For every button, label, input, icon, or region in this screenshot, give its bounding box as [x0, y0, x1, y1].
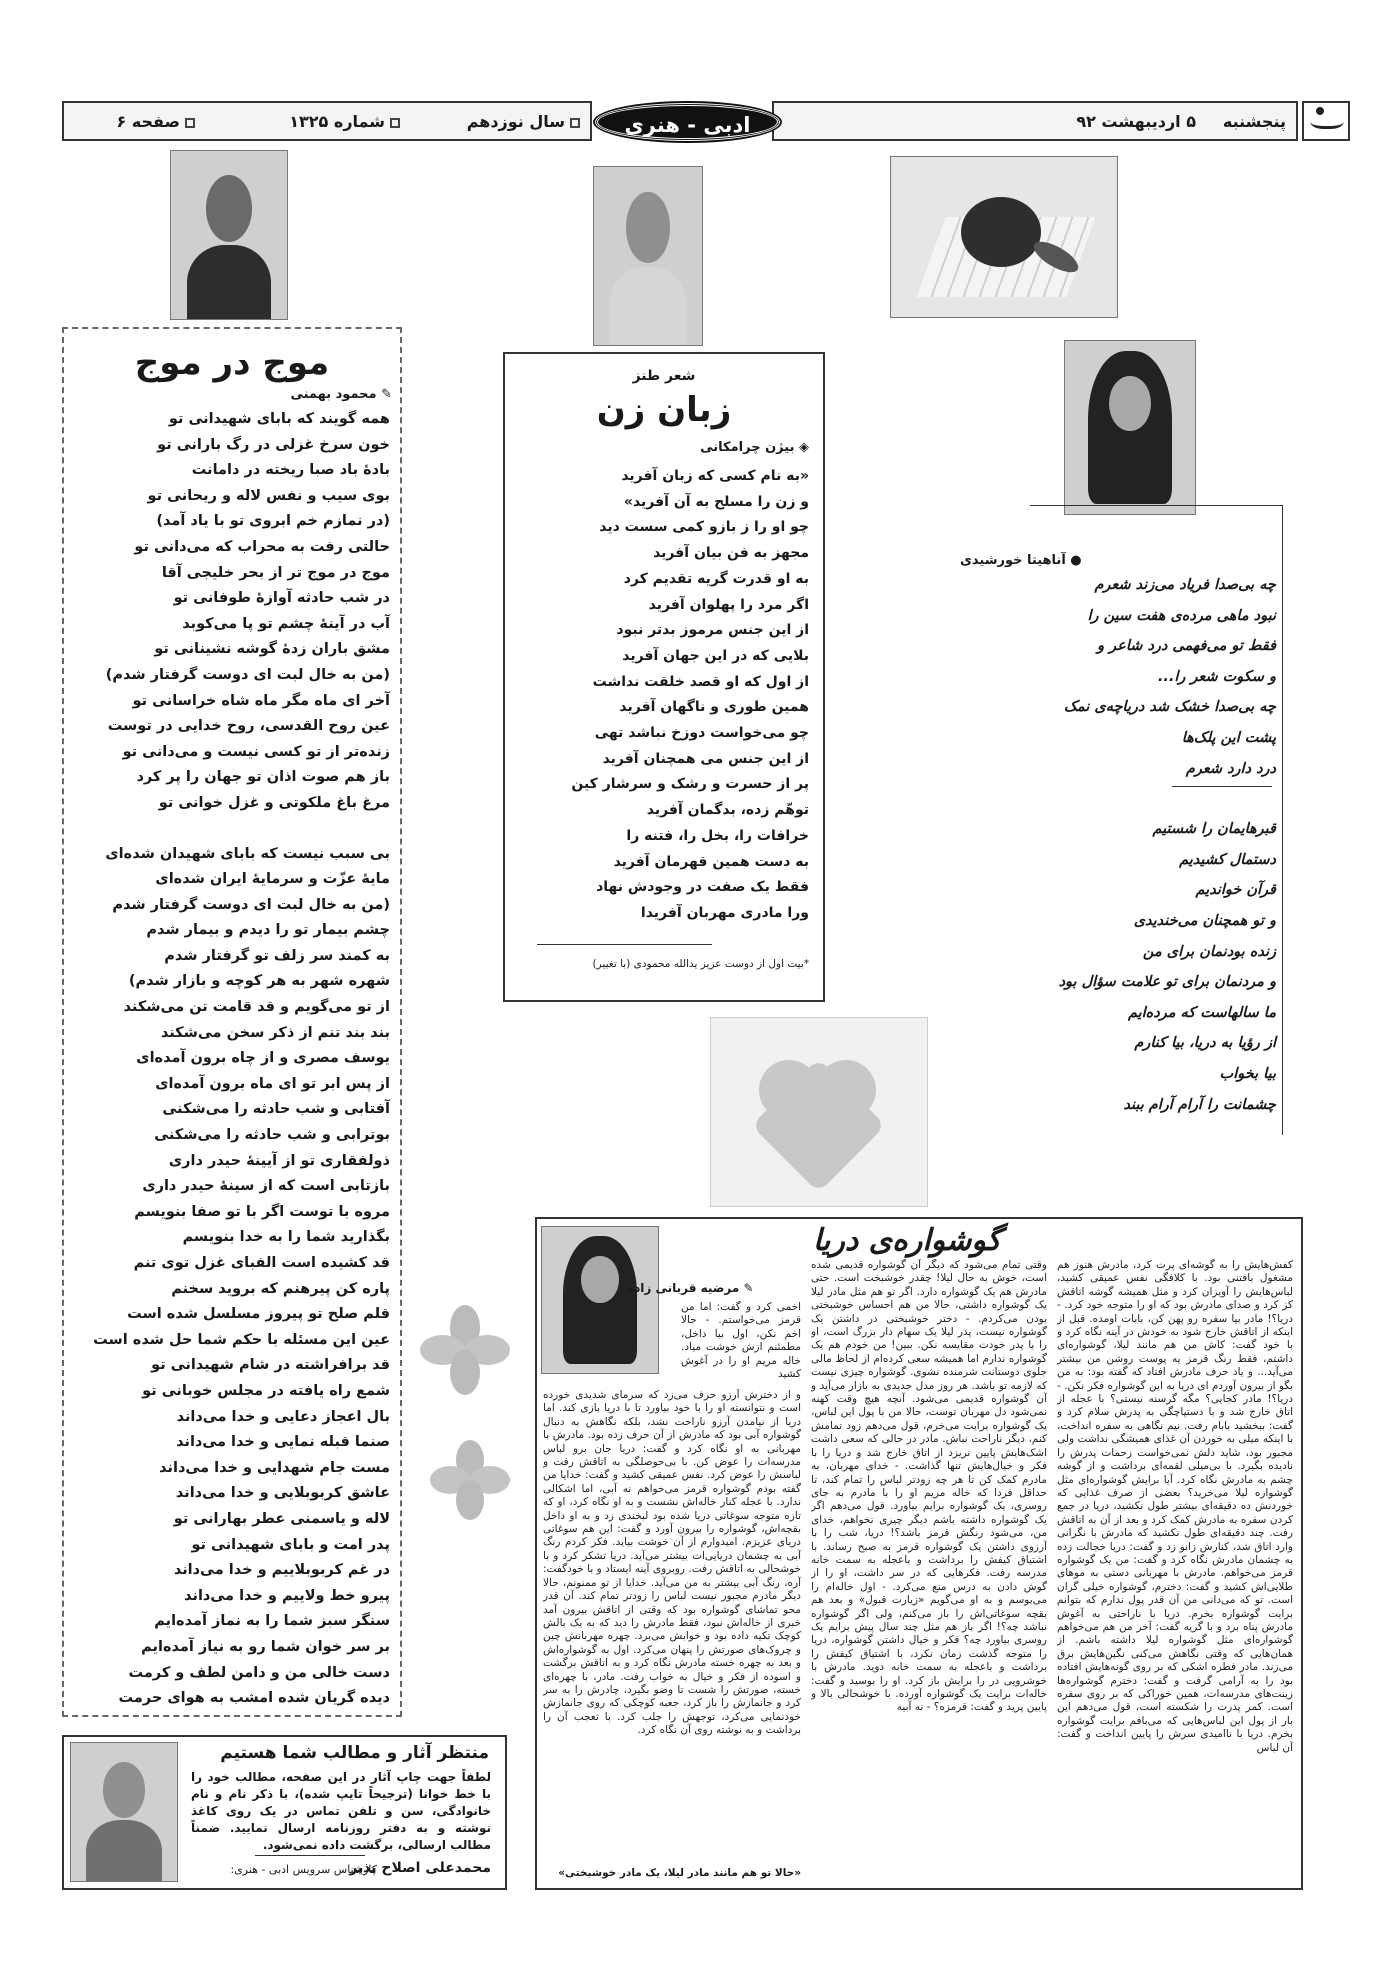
header-year: سال نوزدهم: [467, 112, 580, 131]
poem-line: خون سرخ غزلی در رگ بارانی تو: [157, 436, 390, 453]
satire-line: چو او را ز بازو کمی سست دید: [599, 519, 809, 536]
header-bar-right: [772, 101, 1298, 141]
author-photo-bahmani: [170, 150, 288, 320]
poem-line: دستمال کشیدیم: [1179, 851, 1276, 868]
glass-heart-image: [710, 1017, 928, 1207]
poem-line: بوترابی و شب حادثه را می‌شکنی: [154, 1127, 390, 1144]
poem-line: زنده بودنمان برای من: [1142, 943, 1276, 960]
poem-mowj-dar-mowj: [62, 327, 402, 1717]
satire-line: از این جنس می همچنان آفرید: [602, 750, 809, 767]
poem-line: چه بی‌صدا خشک شد دریاچه‌ی نمک: [1063, 699, 1276, 716]
header-page: صفحه ۶: [116, 112, 195, 131]
pen-icon: ✎: [376, 387, 392, 402]
poem-line: چشم بیمار تو را دیدم و بیمار شدم: [146, 922, 390, 939]
poem-line: در غم کربوبلاییم و خدا می‌داند: [173, 1562, 390, 1579]
poem-line: آفتابی و شب حادثه را می‌شکنی: [162, 1101, 390, 1118]
story-column-2: وقتی تمام می‌شود که دیگر آن گوشواره قدیمی شده است، خوش به حال لیلا! چقدر خوشبخت است. حتی مادرش هم یک گوشواره دارد. اگر تو هم مثل مادر لیلا یک گوشواره داشتی، حالا من هم احساس خوشبختی بودن می‌کردم. - دختر خوشبختی در داشتن یک گوشواره نیست، پدر لیلا یک سهام دار بزرگ است، او را با پدر خودت مقایسه نکن. ببین! من خودم هم یک گوشواره ندارم اما همیشه سعی کرده‌ام از لحاظ مالی جلوی دوستانت شرمنده نشوی. گوشواره چیزی نیست که لازمه تو باشد. هر روز مدل جدیدی به بازار می‌آید و آن گوشواره قدیمی می‌شود. آنچه هیچ وقت کهنه نمی‌شود دل مهربان توست، حالا من با پول این لباس، یک گوشواره برایت می‌خرم، قول می‌دهم زود تمامش کنم، دیگر ناراحت نباش. مادر در حالی که سعی داشت اشک‌هایش پایین نریزد از اتاق خارج شد و دریا را با فکر و خیال‌هایش تنها گذاشت. - خدای مهربان، به مادرم کمک کن تا هر چه زودتر لباس را تمام کند، تا حداقل فردا که خاله مریم او را با مادرم به جای روسری، یک گوشواره برایم بیاورد. قول می‌دهم اگر یک گوشواره داشته باشم دیگر چیزی نخواهم، خدای من، می‌شود رنگش قرمز باشد؟! دریا، شب را با آرزوی داشتن یک گوشواره قرمز به صبح رساند. با اشتیاق کیفش را برداشت و باعجله به سمت خانه مدرسه رفت. فکرهایی که در سر داشت، او را از گوش دادن به درس منع می‌کرد. - اول خاله‌ام را می‌بوسم و به او می‌گویم «زیارت قبول» و بعد هم بقچه سوغاتی‌اش را باز می‌کنم، ولی اگر گوشواره نباشد چه؟! اگر باز هم مثل چند سال پیش برایم یک روسری بیاورد چه؟ فکر و خیال داشتن گوشواره، دریا را متوجه گذشت زمان نکرد، با اشتیاق کیفش را برداشت و باعجله به سمت خانه دوید. مادرش با خوشرویی در را برایش باز کرد. او را بوسید و گفت: خاله‌ات برایت یک گوشواره آورده. با خوشحالی بالا و پایین پرید و گفت: قرمزه؟ - نه آبیه: [811, 1259, 1047, 1714]
poem-line: (در نمازم خم ابروی تو با یاد آمد): [156, 513, 390, 530]
right-poem-lines: [946, 570, 1276, 1120]
header-issue: شماره ۱۳۲۵: [289, 112, 400, 131]
poem-line: شهره شهر به هر کوچه و بازار شدم): [128, 973, 390, 990]
poem-line: عین این مسئله با حکم شما حل شده است: [93, 1331, 390, 1348]
divider: [255, 1855, 365, 1856]
poem-line: مشق باران زدهٔ گوشه نشینانی تو: [154, 641, 390, 658]
poem-line: از رؤیا به دریا، بیا کنارم: [1134, 1035, 1276, 1052]
story-title: گوشواره‌ی دریا: [812, 1223, 1002, 1258]
editor-name: محمدعلی اصلاح پذیر: [349, 1860, 491, 1876]
poem-lines: [70, 407, 390, 1712]
satire-line: خرافات را، بخل را، فتنه را: [626, 827, 809, 844]
poem-line: صنما قبله نمایی و خدا می‌داند: [176, 1434, 390, 1451]
poem-title: موج در موج: [134, 343, 330, 383]
header-bar-left: [62, 101, 592, 141]
satire-kicker: شعر طنز: [632, 368, 696, 384]
poem-line: (من به خال لبت ای دوست گرفتار شدم: [112, 896, 390, 913]
section-title: ادبی - هنری: [595, 103, 780, 141]
poem-line: موج در موج تر از بحر خلیجی آقا: [161, 564, 390, 581]
satire-line: و زن را مسلح به آن آفرید»: [623, 493, 809, 510]
poem-line: آب در آینهٔ چشم تو پا می‌کوبد: [182, 615, 390, 632]
poem-line: پشت این پلک‌ها: [1181, 729, 1276, 746]
flower-decoration-icon: [430, 1440, 510, 1520]
poem-line: قبرهایمان را شستیم: [1152, 821, 1276, 838]
divider: [1282, 505, 1283, 1135]
poem-line: سنگر سبز شما را به نماز آمده‌ایم: [154, 1613, 390, 1630]
story-ending: «حالا تو هم مانند مادر لیلا، یک مادر خوشبختی»: [558, 1867, 801, 1879]
header-day: پنجشنبه: [1222, 112, 1286, 131]
poem-line: دست خالی من و دامن لطف و کرمت: [128, 1664, 390, 1681]
author-photo-khorshidi: [1064, 340, 1196, 515]
satire-line: همین طوری و ناگهان آفرید: [619, 699, 809, 716]
poem-line: یوسف مصری و از چاه برون آمده‌ای: [136, 1050, 390, 1067]
poem-line: زنده‌تر از تو کسی نیست و می‌دانی تو: [122, 743, 390, 760]
poem-line: درد دارد شعرم: [1185, 760, 1276, 777]
poem-line: و تو همچنان می‌خندیدی: [1133, 912, 1276, 929]
masthead-logo: [1302, 101, 1350, 141]
divider: [946, 784, 1276, 802]
poem-line: بوی سیب و نفس لاله و ریحانی تو: [147, 487, 390, 504]
poem-line: مست جام شهدایی و خدا می‌داند: [159, 1459, 390, 1476]
poem-line: بی سبب نیست که بابای شهیدان شده‌ای: [105, 845, 390, 862]
poem-line: بیا بخواب: [1219, 1065, 1276, 1082]
poem-line: چه بی‌صدا فریاد می‌زند شعرم: [1094, 577, 1276, 593]
bullet-square-icon: [185, 118, 195, 128]
satire-author: ◈ بیژن چرامکانی: [700, 440, 809, 455]
poem-line: بادهٔ باد صبا ریخته در دامانت: [191, 462, 390, 479]
poem-author: ✎ محمود بهمنی: [290, 387, 392, 402]
poem-line: مرغ باغ ملکوتی و غزل خوانی تو: [158, 794, 390, 811]
satire-line: «به نام کسی که زبان آفرید: [621, 468, 809, 484]
divider: [537, 944, 712, 945]
poem-line: قلم صلح تو پیروز مسلسل شده است: [127, 1306, 390, 1323]
story-author: ✎ مرضیه قربانی زاده: [627, 1281, 754, 1295]
satire-line: ورا مادری مهربان آفریدا: [640, 904, 809, 921]
poem-line: قد کشیده است الفبای غزل توی تنم: [133, 1255, 390, 1271]
editor-label: کارشناس سرویس ادبی - هنری:: [230, 1863, 377, 1876]
poem-line: و سکوت شعر را...: [1157, 668, 1276, 685]
satire-line: از اول که او قصد خلقت نداشت: [592, 673, 809, 690]
poem-line: بر سر خوان شما رو به نیاز آمده‌ایم: [141, 1638, 390, 1655]
poem-line: و مردنمان برای تو علامت سؤال بود: [1058, 974, 1276, 991]
poem-line: ما سالهاست که مرده‌ایم: [1127, 1004, 1276, 1021]
flower-decoration-icon: [420, 1305, 510, 1395]
poem-line: (من به خال لبت ای دوست گرفتار شدم): [105, 666, 390, 683]
right-poem-author: ● آناهیتا خورشیدی: [960, 553, 1082, 568]
story-column-1: کفش‌هایش را به گوشه‌ای پرت کرد، مادرش هنوز هم مشغول بافتنی بود. با کلافگی نفس عمیقی کشید، لباس‌هایش را آویزان کرد و مثل همیشه گوشه اتاقش کز کرد و صدای مادرش بود که او را متوجه خود کرد. - دریا؟! مادر بیا سفره رو پهن کن، بابات اومده. قبل از اینکه از اتاقش خارج شود به خودش در آینه نگاه کرد و با خود گفت: کاش من هم مانند لیلا، گوشواره‌ای داشتم، فقط رنگ قرمز یه پوست روشن من بیشتر می‌آید... و یاد حرف مادرش افتاد که گفته بود: به من بگو از بیرون آوردم ای دریا به این گوشواره فکر نکن. - دریا؟! مادر کجایی؟ مگه گرسنه نیستی؟ با عجله از اتاق خارج شد و با دستپاچگی به پدرش سلام کرد و گفت: ببخشید بابام رفت. نیم نگاهی به سفره انداخت، با اینکه میلی به خوردن آن غذای همیشگی نداشت ولی مجبور بود، شاید دلش نمی‌خواست زحمات پدرش را نادیده بگیرد. با بی‌میلی لقمه‌ای برداشت و از گوشه چشم به مادرش نگاه کرد. آیا برایش گوشواره‌ای مثل گوشواره لیلا می‌خرید؟ بعضی از صرف غذایی که خوردنش ده دقیقه‌ای بیشتر طول نکشید، دریا در جمع کردن سفره به مادرش کمک کرد و بعد از آن به اتاقش رفت. چند دقیقه‌ای طول نکشید که مادرش با نگرانی وارد اتاق شد، کنارش زانو زد و گفت: دریا خجالت زده به چشمان مادرش نگاه کرد و گفت: من یک گوشواره قرمز می‌خواهم. مادرش با مهربانی دستی به موهای طلایی‌اش کشید و گفت: دخترم، گوشواره خیلی گران است. تو که می‌دانی من آن قدر پول ندارم که بتوانم برایت گوشواره بخرم. دریا با ناراحتی به آغوش مادرش پناه برد و با گریه گفت: آخر من هم می‌خواهم گوشواره‌ای مثل گوشواره لیلا داشته باشم. از همان‌هایی که وقتی نگاهش می‌کنی نگین‌هایش برق می‌زند. مادر فطره اشکی که بر روی گونه‌هایش افتاده بود را به آرامی گرفت و گفت: دخترم گوشواره‌ها زینت‌های مدرسه‌ات، همین خوراکی که بر روی سفره است. کمر پدرت را شکسته است، قول می‌دهم این بار از پول این لباس‌هایی که می‌بافم برایت گوشواره بخرم. دریا با ناامیدی سرش را پایین انداخت و گفت: آن لباس: [1057, 1259, 1293, 1754]
poem-line: مروه با توست اگر با تو صفا بنویسم: [134, 1203, 390, 1220]
poem-line: بازتابی است که از سینهٔ حیدر داری: [142, 1178, 390, 1195]
rose-keyboard-image: [890, 156, 1118, 318]
diamond-bullet-icon: ◈: [794, 440, 809, 455]
poem-line: به کمند سر زلف تو گرفتار شدم: [164, 947, 390, 964]
poem-line: عاشق کربوبلایی و خدا می‌داند: [175, 1485, 390, 1502]
contact-text: لطفاً جهت چاپ آثار در این صفحه، مطالب خود را با خط خوانا (ترجیحاً تایپ شده)، با ذکر نام و نام خانوادگی، سن و تلفن تماس در یک روی کاغذ نوشته و به دفتر روزنامه ارسال نمایید. ضمناً مطالب ارسالی، برگشت داده نمی‌شود.: [191, 1770, 491, 1852]
poem-line: پیرو خط ولاییم و خدا می‌داند: [184, 1587, 390, 1604]
satire-line: از این جنس مرموز بدتر نبود: [616, 622, 809, 639]
satire-line: فقط یک صفت در وجودش نهاد: [596, 879, 809, 896]
poem-line: بند بند تنم از ذکر سخن می‌شکند: [160, 1024, 390, 1041]
poem-line: از پس ابر تو ای ماه برون آمده‌ای: [155, 1075, 390, 1092]
poem-line: در شب حادثه آوازهٔ طوفانی تو: [173, 590, 390, 607]
poem-line: همه گویند که بابای شهیدانی تو: [168, 411, 390, 427]
story-column-3-continued: و از دخترش آرزو حرف می‌زد که سرمای شدیدی خورده است و نتوانسته او را با خود بیاورد تا با دریا بازی کند. اما دریا از نیامدن آرزو ناراحت نشد، بلکه نگاهش به دنبال گوشواره آبی بود که مادرش از آن حرف زده بود. مادرش با مهربانی به او نگاه کرد و گفت: دریا جان برو لباس مدرسه‌ات را عوض کن. با بی‌حوصلگی به اتاقش رفت و لباسش را عوض کرد. نفس عمیقی کشید و گفت: خدایا من گفته بودم گوشواره قرمز می‌خواهم نه آبی، اما اشکالی ندارد. با عجله کنار خاله‌اش نشست و به او نگاه کرد، او که تازه متوجه سوغاتی دریا شده بود لبخندی زد و به او داخل بقچه‌اش، گوشواره را بیرون آورد و گفت: این هم سوغاتی دریای عزیزم. امیدوارم از آن خوشت بیاید. فکر کردم رنگ آبی به چشمان دریایی‌ات بیشتر می‌آید. دریا تشکر کرد و با خوشحالی به اتاقش رفت. روبروی آینه ایستاد و با خودگفت: آره، رنگ آبی بیشتر به من می‌آید. خدایا از تو ممنونم، حالا دیگر مادرم مجبور نیست لباس را زودتر تمام کند. آن قدر محو تماشای گوشواره بود که وقتی از اتاقش بیرون آمد خبری از خاله‌اش نبود، فقط مادرش را دید که به یک بالش کوچک تکیه داده بود و خوابش می‌برد. چهره مهربانش چین و چروک‌های صورتش را پنهان می‌کرد. اول به گوشواره‌اش و بعد به چهره خسته مادرش نگاه کرد و به اتاقش برگشت و اسوده از فکر و خیال به خواب رفت. مادر، با چهره‌ای خسته، صورتش را شست تا وضو بگیرد، چادرش را به سر کرد و جانمازش را باز کرد، جعبه کوچکی که روی جانمازش خودنمایی می‌کرد، توجهش را جلب کرد. با تعجب آن را برداشت و به نوشته روی آن نگاه کرد.: [543, 1389, 801, 1737]
poem-line: از تو می‌گویم و قد قامت تن می‌شکند: [123, 999, 390, 1016]
story-box: [535, 1217, 1303, 1890]
satire-line: بلایی که در این جهان آفرید: [622, 647, 809, 664]
satire-line: چو می‌خواست دوزخ نباشد تهی: [594, 725, 809, 742]
satire-line: به دست همین قهرمان آفرید: [613, 853, 809, 870]
bullet-square-icon: [390, 118, 400, 128]
contact-title: منتظر آثار و مطالب شما هستیم: [220, 1743, 489, 1763]
divider: [1030, 505, 1283, 506]
bullet-square-icon: [570, 118, 580, 128]
satire-line: به او قدرت گریه تقدیم کرد: [623, 570, 809, 587]
poem-line: آخر ای ماه مگر ماه شاه خراسانی تو: [132, 692, 390, 709]
poem-line: قرآن خواندیم: [1195, 882, 1276, 899]
poem-line: ذولفقاری تو از آیینهٔ حیدر داری: [168, 1152, 390, 1169]
satire-footnote: *بیت اول از دوست عزیز یدالله محمودی (با تغییر): [592, 958, 809, 970]
satire-line: مجهز به فن بیان آفرید: [653, 545, 809, 562]
poem-line: بال اعجاز دعایی و خدا می‌داند: [176, 1408, 390, 1425]
contact-box: [62, 1735, 507, 1890]
poem-line: نبود ماهی مرده‌ی هفت سین را: [1087, 607, 1276, 624]
poem-line: بگذارید شما را به خدا بنویسم: [182, 1229, 390, 1246]
satire-line: توهّم زده، بدگمان آفرید: [646, 802, 809, 819]
story-column-3: اخمی کرد و گفت: اما من قرمز می‌خواستم. - حالا اخم نکن، اول بیا داخل، مطمئنم ازش خوشت میاد. خاله مریم او را در آغوش کشید: [681, 1301, 801, 1381]
poem-line: چشمانت را آرام آرام ببند: [1123, 1096, 1276, 1113]
poem-line: لاله و یاسمنی عطر بهارانی تو: [173, 1510, 390, 1527]
poem-line: حالتی رفت به محراب که می‌دانی تو: [134, 538, 390, 555]
poem-line: قد برافراشته در شام شهیدانی تو: [151, 1357, 390, 1374]
satire-line: اگر مرد را پهلوان آفرید: [648, 596, 809, 613]
poem-line: پاره کن پیرهنم که بروید سخنم: [171, 1280, 390, 1297]
poem-line: شمع راه یافته در مجلس خوبانی تو: [142, 1382, 390, 1399]
poem-line: عین روح القدسی، روح خدایی در توست: [107, 718, 390, 735]
author-photo-cheramkani: [593, 166, 703, 346]
satire-title: زبان زن: [596, 390, 732, 430]
satire-line: پر از حسرت و رشک و سرشار کین: [571, 776, 809, 793]
poem-line: باز هم صوت اذان تو جهان را پر کرد: [136, 769, 390, 786]
pen-icon: ✎: [739, 1281, 754, 1295]
satire-poem-box: [503, 352, 825, 1002]
dot-bullet-icon: ●: [1065, 553, 1082, 568]
poem-line: فقط تو می‌فهمی درد شاعر و: [1097, 638, 1276, 655]
poem-line: مایهٔ عزّت و سرمایهٔ ایران شده‌ای: [155, 871, 390, 888]
satire-lines: [519, 464, 809, 927]
poem-line: پدر امت و بابای شهیدانی تو: [191, 1536, 390, 1553]
header-date: ۵ اردیبهشت ۹۲: [1076, 112, 1196, 131]
poem-line: دیده گریان شده امشب به هوای حرمت: [118, 1690, 390, 1707]
